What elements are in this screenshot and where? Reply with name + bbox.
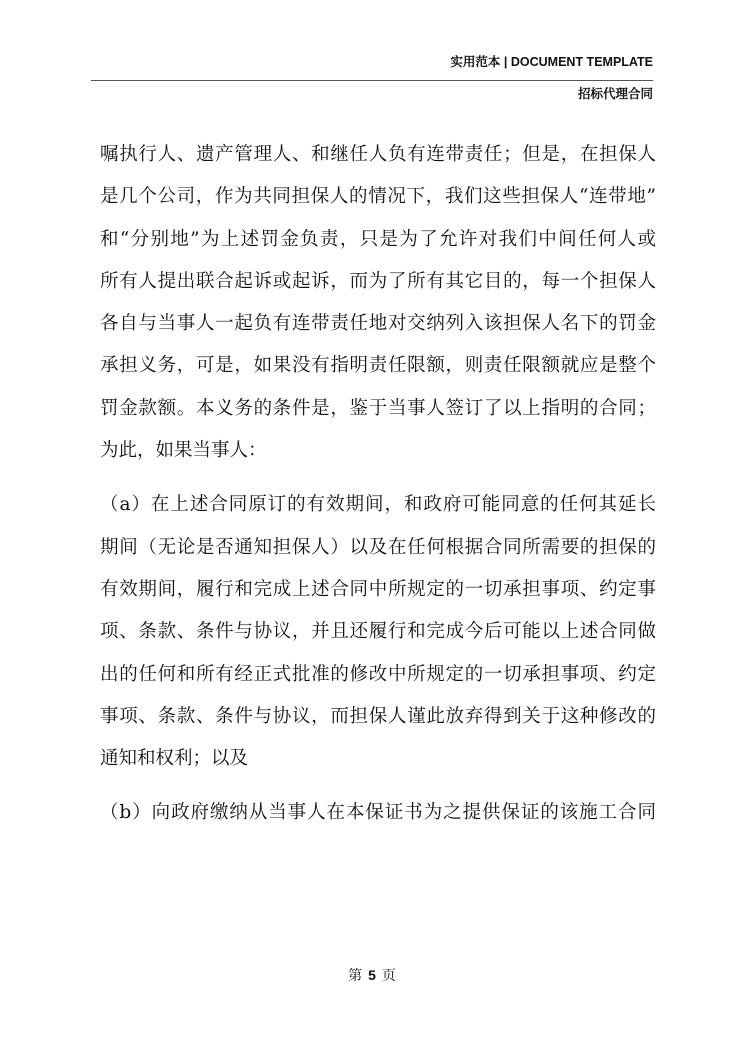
footer-prefix: 第 — [348, 968, 363, 984]
body-line: 为此，如果当事人： — [100, 440, 267, 462]
body-line: 各自与当事人一起负有连带责任地对交纳列入该担保人名下的罚金 — [100, 313, 656, 335]
body-line: 承担义务，可是，如果没有指明责任限额，则责任限额就应是整个 — [100, 355, 656, 377]
body-line: （a）在上述合同原订的有效期间，和政府可能同意的任何其延长 — [100, 494, 656, 516]
body-line: 所有人提出联合起诉或起诉，而为了所有其它目的，每一个担保人 — [100, 270, 656, 292]
header-contract-title: 招标代理合同 — [577, 87, 653, 101]
body-line: 通知和权利；以及 — [100, 748, 249, 770]
body-line: 和“分别地”为上述罚金负责，只是为了允许对我们中间任何人或 — [100, 228, 656, 250]
body-line: 事项、条款、条件与协议，而担保人谨此放弃得到关于这种修改的 — [100, 705, 656, 727]
document-body — [100, 134, 656, 835]
body-line: 有效期间，履行和完成上述合同中所规定的一切承担事项、约定事 — [100, 578, 656, 600]
body-line: 期间（无论是否通知担保人）以及在任何根据合同所需要的担保的 — [100, 536, 656, 558]
page-number: 5 — [368, 967, 376, 983]
body-line: 项、条款、条件与协议，并且还履行和完成今后可能以上述合同做 — [100, 621, 656, 643]
body-line: 罚金款额。本义务的条件是，鉴于当事人签订了以上指明的合同； — [100, 397, 656, 419]
header-divider — [91, 80, 653, 81]
header-document-template: 实用范本 | DOCUMENT TEMPLATE — [450, 55, 653, 69]
body-line: 嘱执行人、遗产管理人、和继任人负有连带责任；但是，在担保人 — [100, 144, 656, 165]
body-line: 是几个公司，作为共同担保人的情况下，我们这些担保人“连带地” — [100, 186, 656, 208]
page-footer — [0, 965, 744, 985]
footer-suffix: 页 — [381, 968, 396, 984]
body-line: （b）向政府缴纳从当事人在本保证书为之提供保证的该施工合同 — [100, 802, 656, 824]
body-line: 出的任何和所有经正式批准的修改中所规定的一切承担事项、约定 — [100, 663, 656, 685]
